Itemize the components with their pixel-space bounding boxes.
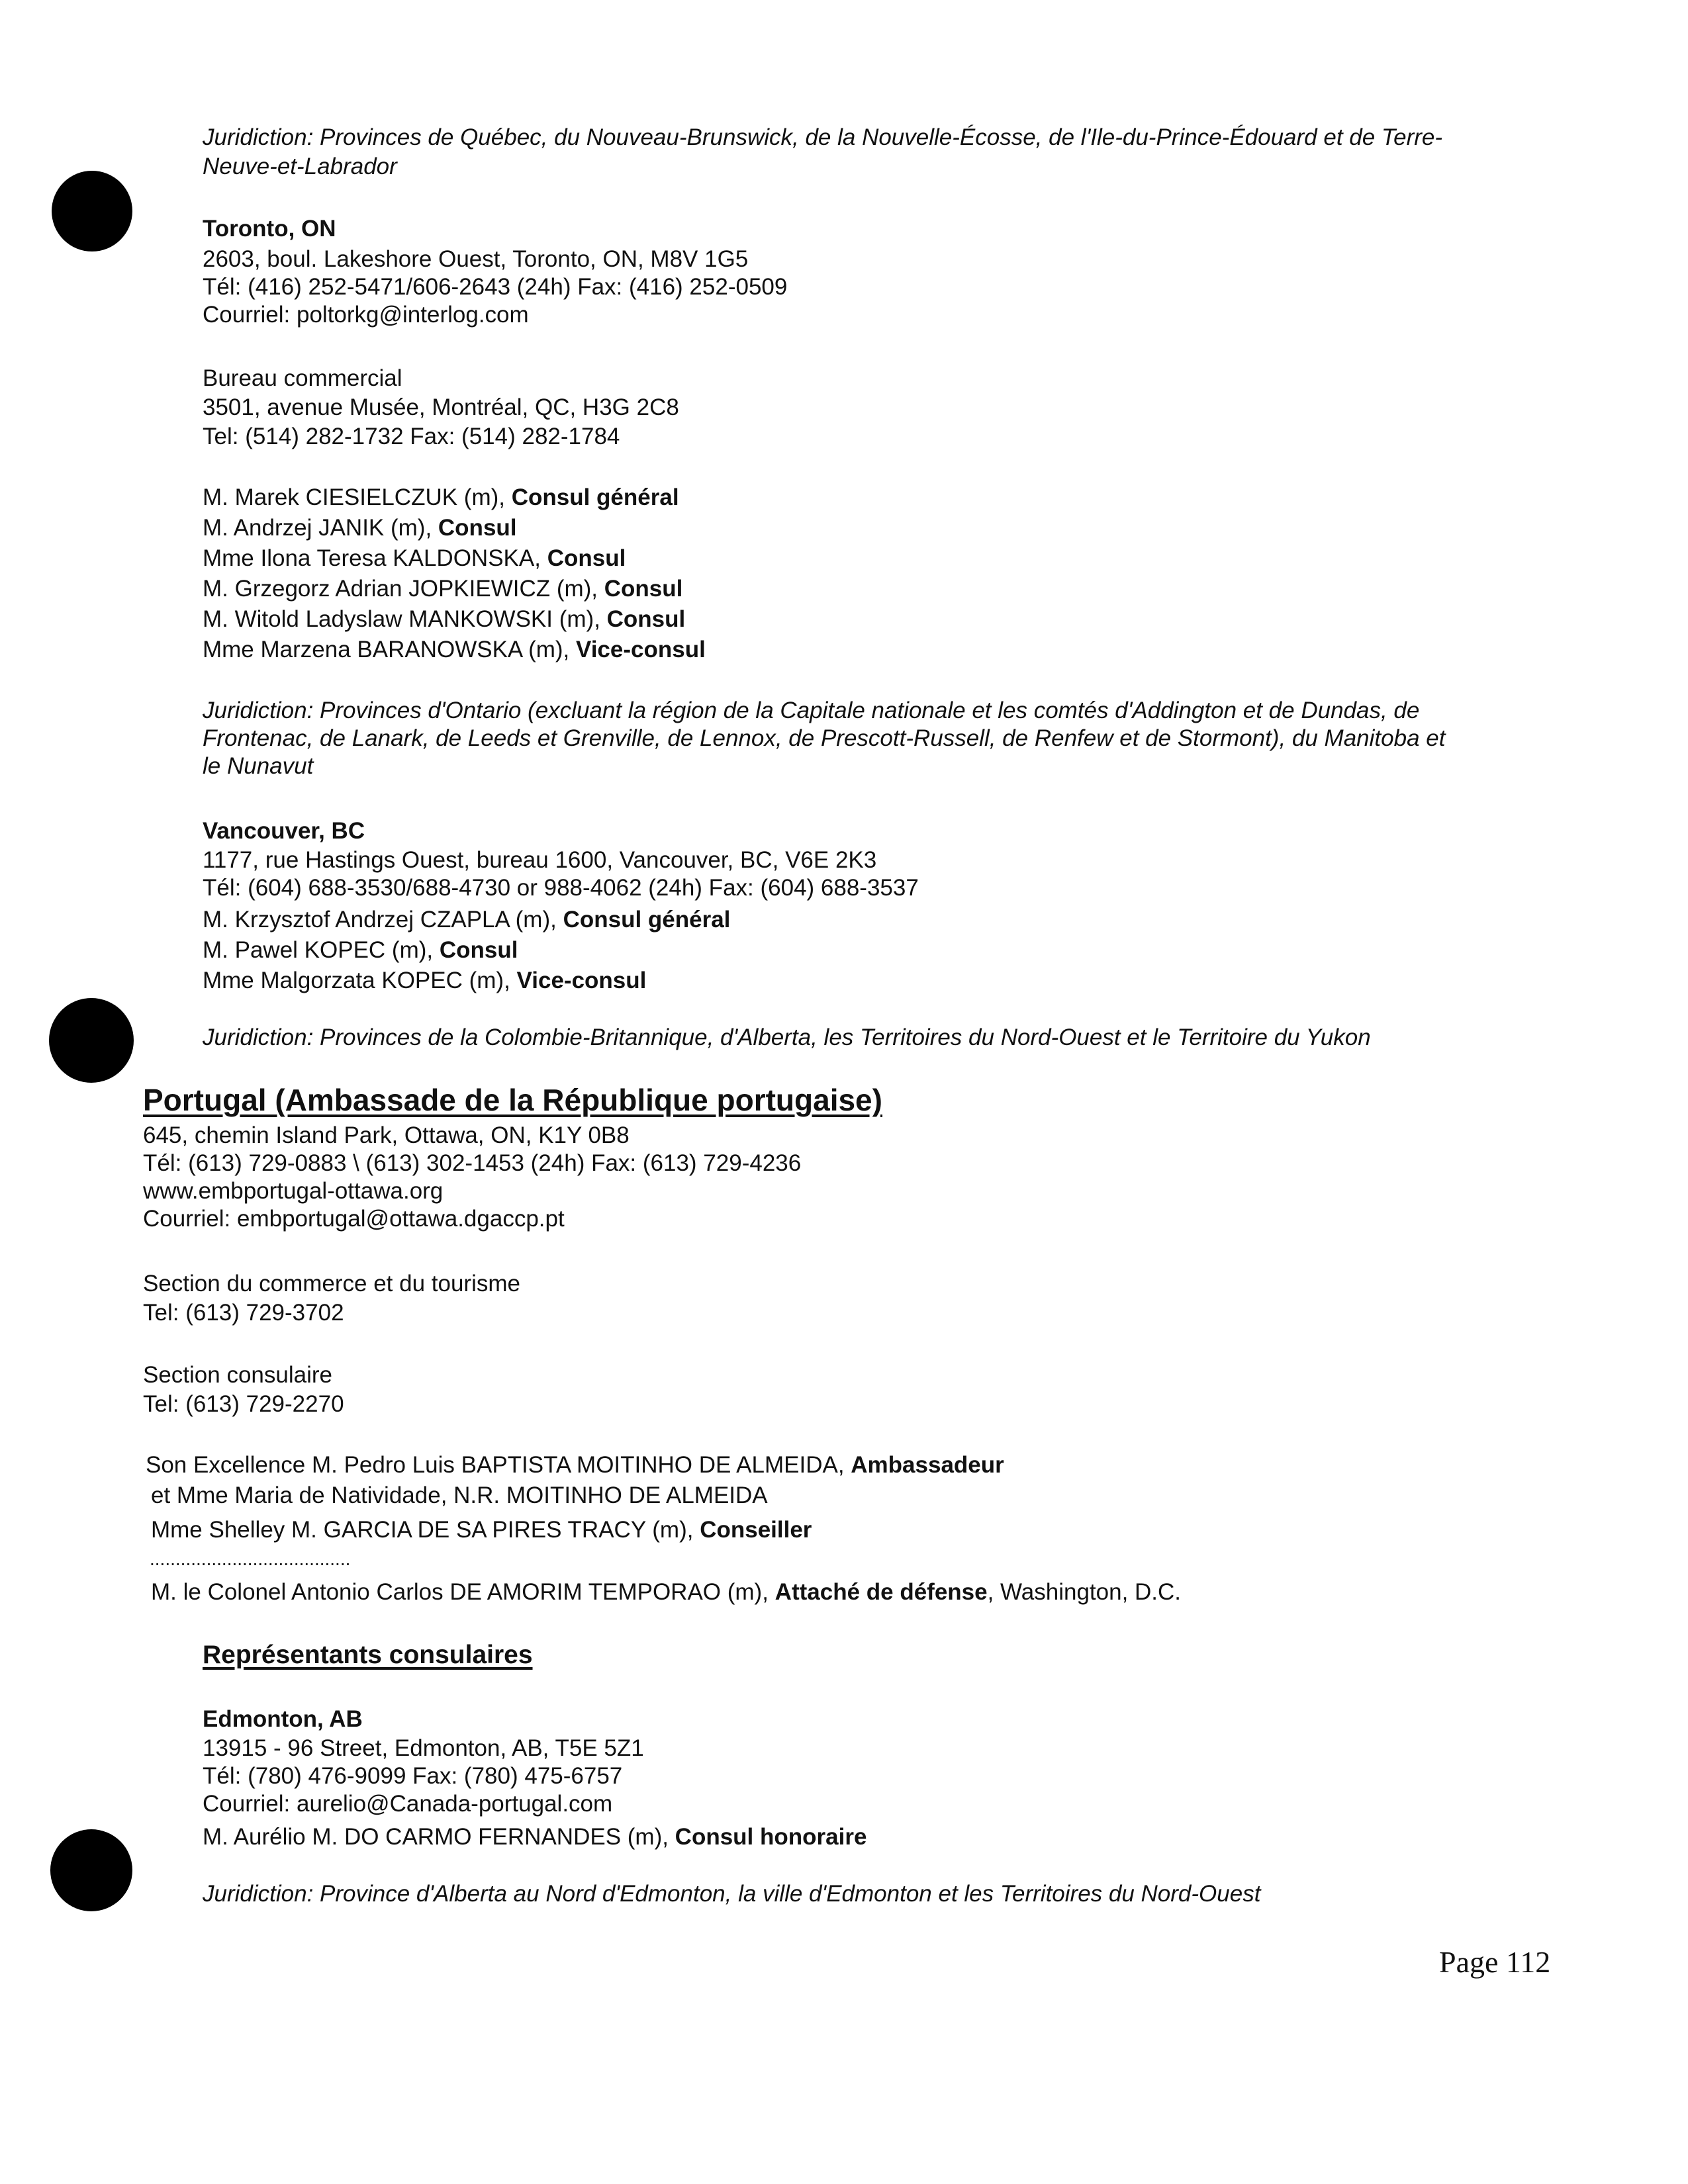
- consular-section-phone: Tel: (613) 729-2270: [143, 1391, 344, 1417]
- staff-title: Consul général: [511, 484, 679, 510]
- page-number: Page 112: [1439, 1945, 1551, 1979]
- bureau-commercial-address: 3501, avenue Musée, Montréal, QC, H3G 2C8: [203, 394, 679, 420]
- bureau-commercial-label: Bureau commercial: [203, 365, 402, 391]
- consulate-email: Courriel: poltorkg@interlog.com: [203, 302, 529, 328]
- staff-title: Attaché de défense: [774, 1579, 988, 1605]
- jurisdiction-toronto-line-1: Juridiction: Provinces d'Ontario (excluant la région de la Capitale nationale et les comtés d'Addington et de Dundas, de: [203, 698, 1420, 723]
- embassy-email: Courriel: embportugal@ottawa.dgaccp.pt: [143, 1206, 565, 1232]
- staff-title: Consul: [604, 576, 683, 602]
- embassy-address: 645, chemin Island Park, Ottawa, ON, K1Y 0B8: [143, 1122, 630, 1148]
- staff-location: , Washington, D.C.: [987, 1579, 1182, 1605]
- dotted-separator: .......................................: [150, 1549, 351, 1569]
- staff-title: Conseiller: [700, 1517, 812, 1543]
- staff-entry: [203, 514, 517, 543]
- staff-entry: [151, 1516, 812, 1545]
- staff-name: Mme Marzena BARANOWSKA (m),: [203, 637, 576, 662]
- staff-title: Consul: [438, 515, 517, 541]
- staff-title: Vice-consul: [516, 968, 647, 993]
- staff-name: M. Witold Ladyslaw MANKOWSKI (m),: [203, 606, 607, 632]
- jurisdiction-montreal-line-2: Neuve-et-Labrador: [203, 154, 397, 179]
- binder-hole-bottom: [50, 1829, 132, 1911]
- staff-name: M. Pawel KOPEC (m),: [203, 937, 440, 963]
- ambassador-spouse: et Mme Maria de Natividade, N.R. MOITINHO DE ALMEIDA: [151, 1482, 768, 1508]
- staff-title: Consul: [606, 606, 686, 632]
- jurisdiction-edmonton: Juridiction: Province d'Alberta au Nord d'Edmonton, la ville d'Edmonton et les Territoires du Nord-Ouest: [203, 1881, 1261, 1907]
- jurisdiction-montreal-line-1: Juridiction: Provinces de Québec, du Nouveau-Brunswick, de la Nouvelle-Écosse, de l'Ile-du-Prince-Édouard et de Terre-: [203, 124, 1442, 150]
- staff-name: M. Krzysztof Andrzej CZAPLA (m),: [203, 907, 563, 933]
- consulate-address: 13915 - 96 Street, Edmonton, AB, T5E 5Z1: [203, 1735, 644, 1761]
- jurisdiction-toronto-line-3: le Nunavut: [203, 753, 314, 779]
- staff-name: M. Marek CIESIELCZUK (m),: [203, 484, 512, 510]
- country-heading-portugal: Portugal (Ambassade de la République portugaise): [143, 1083, 882, 1117]
- staff-entry: [203, 544, 626, 573]
- embassy-phone: Tél: (613) 729-0883 \ (613) 302-1453 (24h) Fax: (613) 729-4236: [143, 1150, 802, 1176]
- staff-entry: [203, 635, 706, 664]
- consulate-phone: Tél: (416) 252-5471/606-2643 (24h) Fax: (416) 252-0509: [203, 274, 788, 300]
- jurisdiction-vancouver: Juridiction: Provinces de la Colombie-Britannique, d'Alberta, les Territoires du Nord-Ouest et le Territoire du Yukon: [203, 1024, 1371, 1050]
- staff-name: M. Aurélio M. DO CARMO FERNANDES (m),: [203, 1824, 675, 1850]
- consulate-city-toronto: Toronto, ON: [203, 216, 336, 242]
- consular-representatives-heading: Représentants consulaires: [203, 1641, 533, 1669]
- staff-name: M. Andrzej JANIK (m),: [203, 515, 438, 541]
- staff-title: Consul: [547, 545, 626, 571]
- staff-title: Consul: [439, 937, 518, 963]
- ambassador-name: Son Excellence M. Pedro Luis BAPTISTA MOITINHO DE ALMEIDA,: [146, 1452, 851, 1478]
- ambassador-title: Ambassadeur: [851, 1452, 1004, 1478]
- consular-section-label: Section consulaire: [143, 1362, 332, 1388]
- staff-entry: [203, 905, 730, 934]
- staff-name: Mme Shelley M. GARCIA DE SA PIRES TRACY (m),: [151, 1517, 700, 1543]
- defense-attache-entry: [151, 1578, 1181, 1607]
- staff-name: M. Grzegorz Adrian JOPKIEWICZ (m),: [203, 576, 604, 602]
- staff-title: Consul général: [563, 907, 731, 933]
- consulate-address: 2603, boul. Lakeshore Ouest, Toronto, ON, M8V 1G5: [203, 246, 749, 272]
- consulate-city-edmonton: Edmonton, AB: [203, 1706, 363, 1732]
- staff-title: Consul honoraire: [675, 1824, 867, 1850]
- staff-entry: [203, 483, 679, 512]
- staff-entry: [203, 966, 646, 995]
- staff-title: Vice-consul: [575, 637, 706, 662]
- binder-hole-top: [52, 171, 132, 251]
- ambassador-entry: [146, 1451, 1004, 1480]
- bureau-commercial-phone: Tel: (514) 282-1732 Fax: (514) 282-1784: [203, 424, 620, 449]
- jurisdiction-toronto-line-2: Frontenac, de Lanark, de Leeds et Grenville, de Lennox, de Prescott-Russell, de Renfew et de Stormont), du Manitoba et: [203, 725, 1446, 751]
- commerce-section-label: Section du commerce et du tourisme: [143, 1271, 520, 1297]
- embassy-website: www.embportugal-ottawa.org: [143, 1178, 444, 1204]
- staff-name: Mme Ilona Teresa KALDONSKA,: [203, 545, 547, 571]
- staff-entry: [203, 1823, 867, 1852]
- staff-entry: [203, 936, 518, 965]
- staff-entry: [203, 605, 685, 634]
- binder-hole-middle: [49, 998, 134, 1083]
- staff-name: M. le Colonel Antonio Carlos DE AMORIM TEMPORAO (m),: [151, 1579, 775, 1605]
- staff-entry: [203, 574, 682, 604]
- consulate-phone: Tél: (604) 688-3530/688-4730 or 988-4062 (24h) Fax: (604) 688-3537: [203, 875, 919, 901]
- commerce-section-phone: Tel: (613) 729-3702: [143, 1300, 344, 1326]
- consulate-address: 1177, rue Hastings Ouest, bureau 1600, Vancouver, BC, V6E 2K3: [203, 847, 877, 873]
- consulate-email: Courriel: aurelio@Canada-portugal.com: [203, 1791, 613, 1817]
- consulate-city-vancouver: Vancouver, BC: [203, 818, 365, 844]
- staff-name: Mme Malgorzata KOPEC (m),: [203, 968, 517, 993]
- consulate-phone: Tél: (780) 476-9099 Fax: (780) 475-6757: [203, 1763, 623, 1789]
